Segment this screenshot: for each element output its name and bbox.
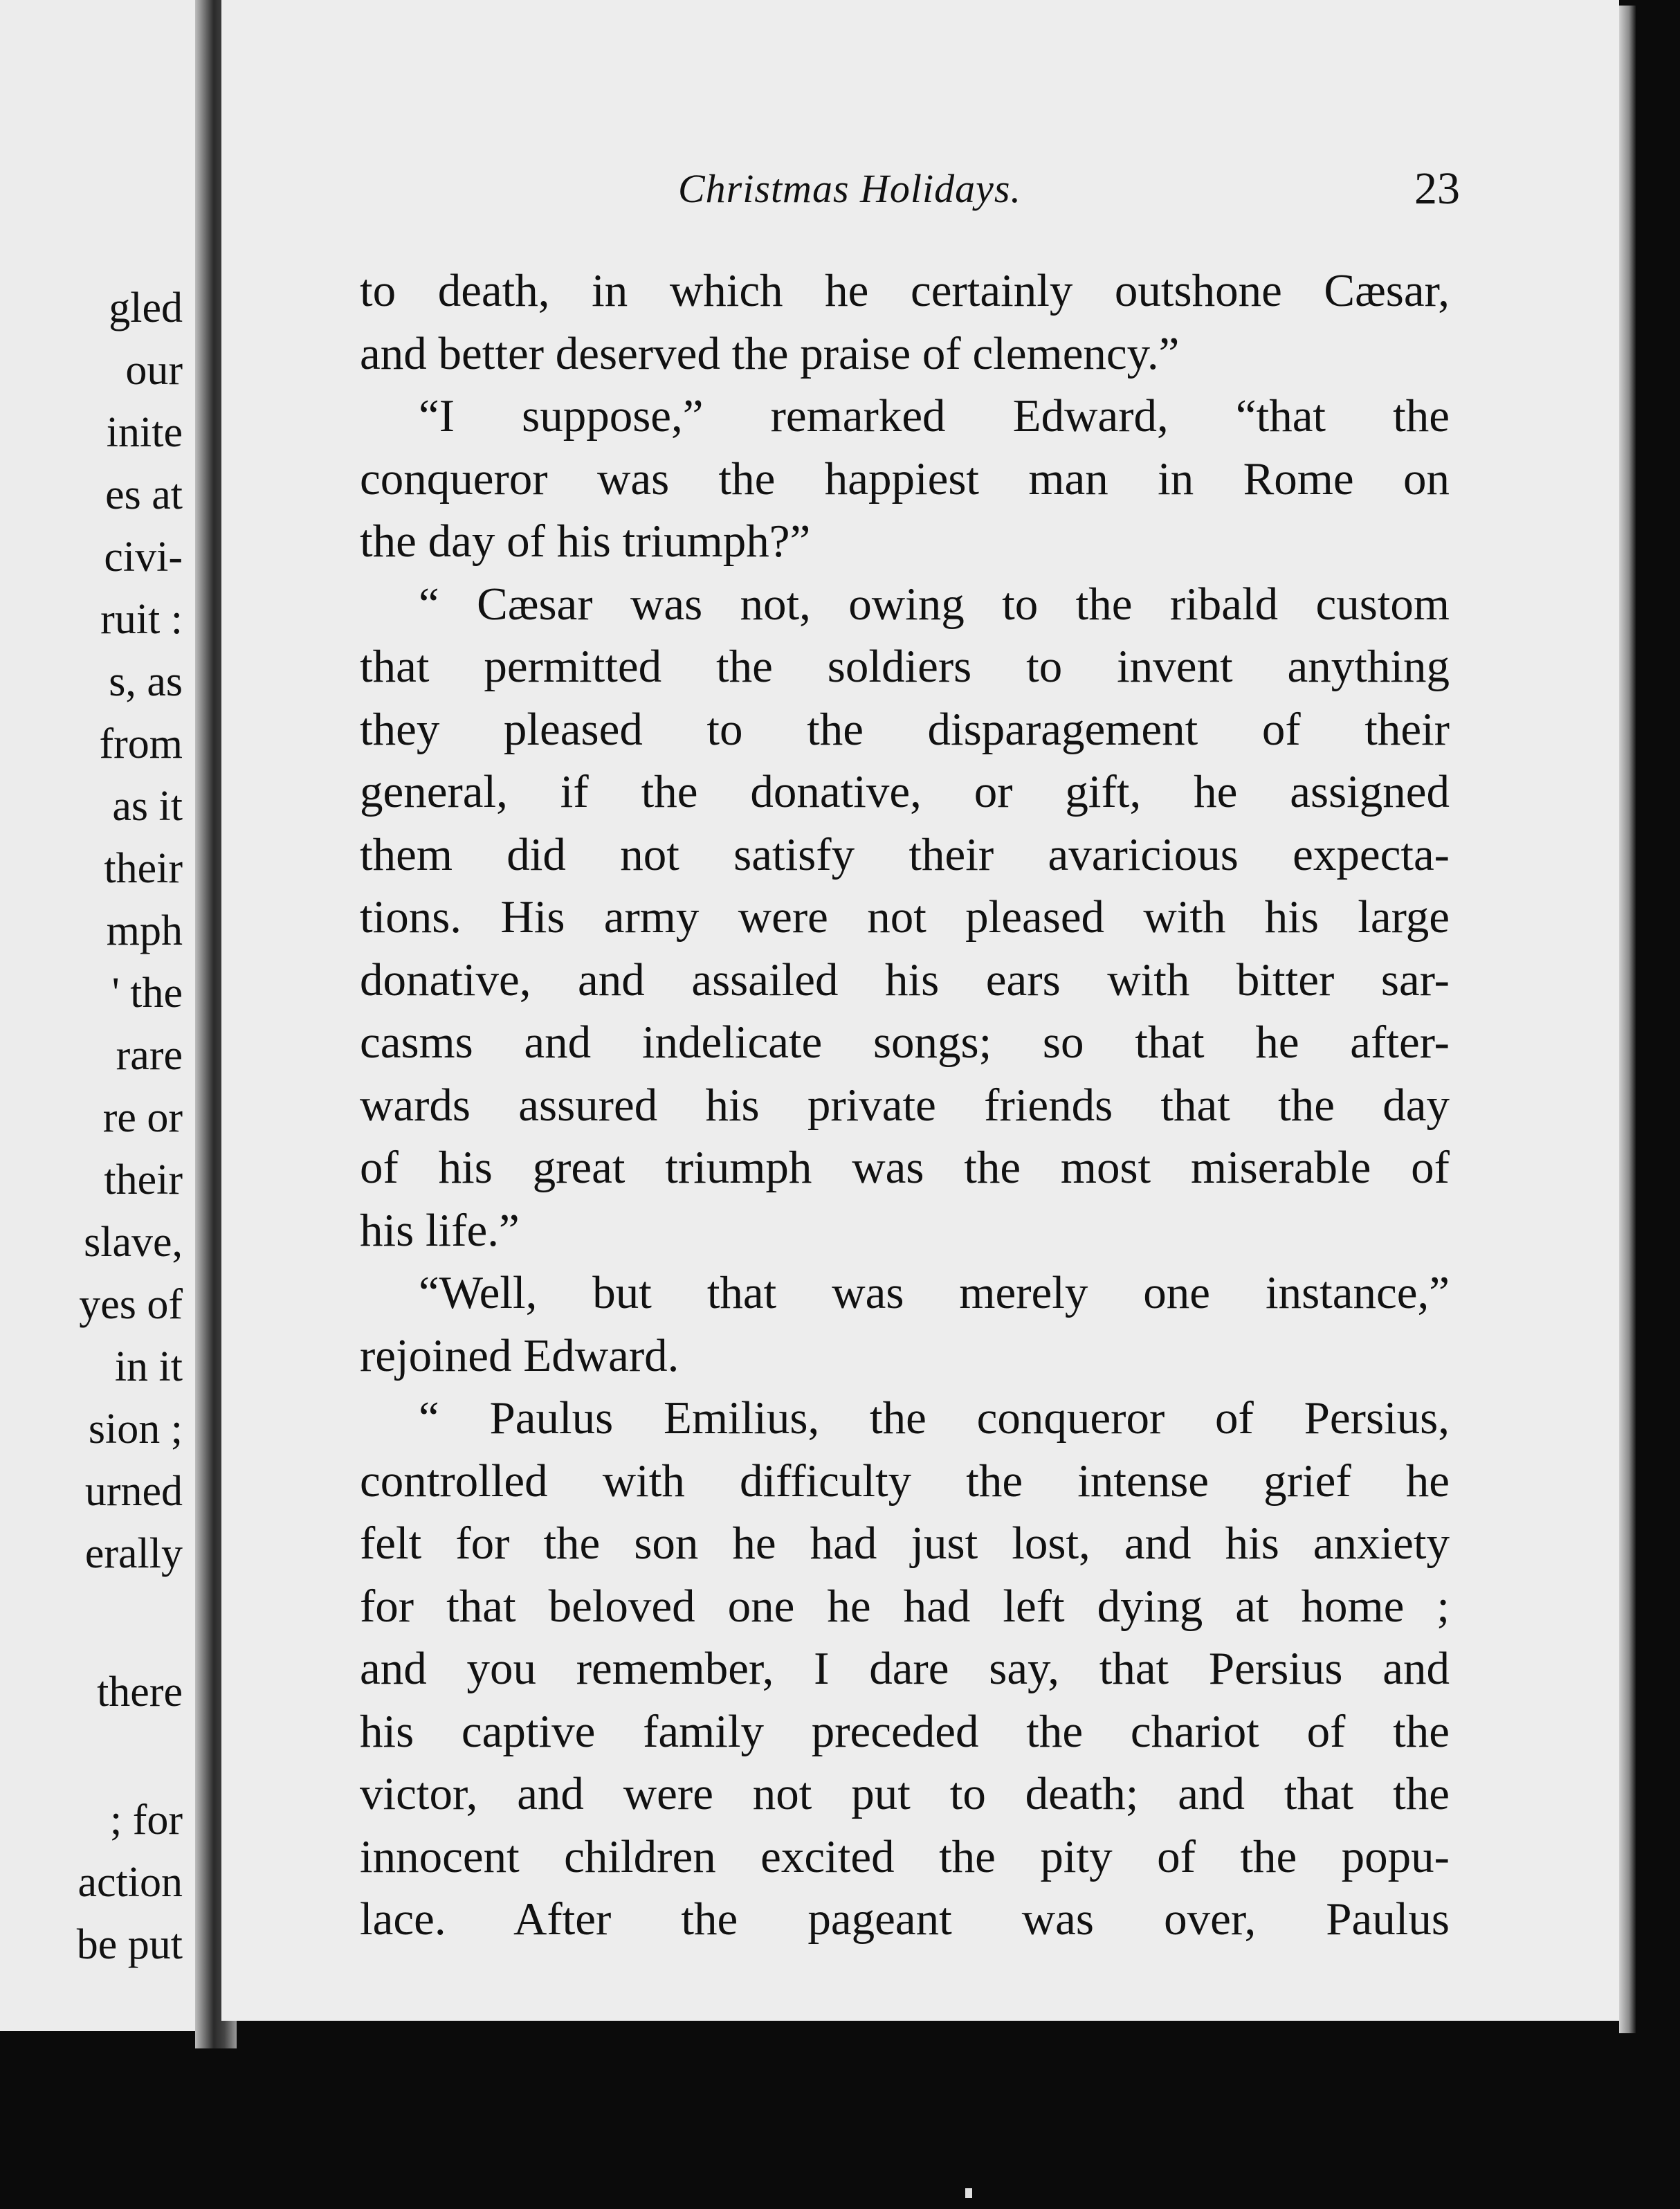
left-page-line: mph xyxy=(106,907,183,954)
left-page-line: inite xyxy=(106,409,183,456)
left-page-line: from xyxy=(99,720,183,767)
text-line: general, if the donative, or gift, he assigned xyxy=(360,766,1450,817)
text-line: his captive family preceded the chariot of the xyxy=(360,1705,1450,1757)
text-line: donative, and assailed his ears with bitter sar- xyxy=(360,954,1450,1006)
left-page-line: yes of xyxy=(79,1281,183,1328)
left-page-line: rare xyxy=(116,1032,183,1079)
body-text xyxy=(360,260,1450,1951)
text-line: his life.” xyxy=(360,1204,520,1256)
text-line: “Well, but that was merely one instance,” xyxy=(419,1267,1450,1318)
text-line: and better deserved the praise of clemency.” xyxy=(360,327,1180,379)
left-page-line: as it xyxy=(112,783,183,830)
text-line: innocent children excited the pity of the popu- xyxy=(360,1830,1450,1882)
text-line: rejoined Edward. xyxy=(360,1329,679,1381)
text-line: them did not satisfy their avaricious expecta- xyxy=(360,828,1450,880)
text-line: lace. After the pageant was over, Paulus xyxy=(360,1893,1450,1945)
left-page-line: sion ; xyxy=(88,1406,183,1453)
left-page-line: re or xyxy=(102,1094,183,1141)
left-page-line: our xyxy=(125,347,183,394)
left-page-line: ' the xyxy=(111,970,183,1017)
left-page-line: civi- xyxy=(104,534,183,581)
text-line: victor, and were not put to death; and that the xyxy=(360,1768,1450,1819)
text-line: felt for the son he had just lost, and his anxiety xyxy=(360,1518,1450,1569)
text-line: “ Paulus Emilius, the conqueror of Persius, xyxy=(419,1392,1450,1444)
left-page-line: erally xyxy=(84,1530,183,1577)
left-page-line: urned xyxy=(84,1468,183,1515)
running-head: Christmas Holidays. xyxy=(678,166,1021,211)
text-line: “I suppose,” remarked Edward, “that the xyxy=(419,390,1450,442)
left-page-line: be put xyxy=(76,1921,183,1968)
text-line: tions. His army were not pleased with his large xyxy=(360,891,1450,943)
text-line: for that beloved one he had left dying at home ; xyxy=(360,1580,1450,1632)
text-line: that permitted the soldiers to invent anything xyxy=(360,641,1450,692)
left-page-line: action xyxy=(77,1859,183,1906)
left-page-line: ruit : xyxy=(100,596,183,643)
text-line: “ Cæsar was not, owing to the ribald custom xyxy=(419,578,1450,630)
text-line: the day of his triumph?” xyxy=(360,516,811,567)
left-page-line: s, as xyxy=(109,658,183,705)
page-number: 23 xyxy=(1414,163,1460,214)
text-line: controlled with difficulty the intense grief he xyxy=(360,1455,1450,1507)
left-page-line: in it xyxy=(114,1343,183,1390)
left-page-line: slave, xyxy=(84,1219,183,1266)
left-page-line: their xyxy=(104,1156,183,1203)
text-line: casms and indelicate songs; so that he after- xyxy=(360,1017,1450,1068)
text-line: conqueror was the happiest man in Rome on xyxy=(360,453,1450,504)
text-line: wards assured his private friends that the day xyxy=(360,1079,1450,1131)
text-line: they pleased to the disparagement of their xyxy=(360,703,1450,755)
text-line: and you remember, I dare say, that Persius and xyxy=(360,1643,1450,1694)
left-page-line: gled xyxy=(109,284,183,331)
left-page-line: there xyxy=(97,1669,183,1716)
left-page-fragment xyxy=(0,0,195,2031)
text-line: of his great triumph was the most miserable of xyxy=(360,1142,1450,1193)
text-line: to death, in which he certainly outshone Cæsar, xyxy=(360,265,1450,316)
left-page-line: their xyxy=(104,845,183,892)
left-page-line: es at xyxy=(105,471,183,518)
page-edge xyxy=(1619,6,1636,2033)
left-page-line: ; for xyxy=(109,1797,183,1844)
scan-speck xyxy=(965,2188,972,2198)
